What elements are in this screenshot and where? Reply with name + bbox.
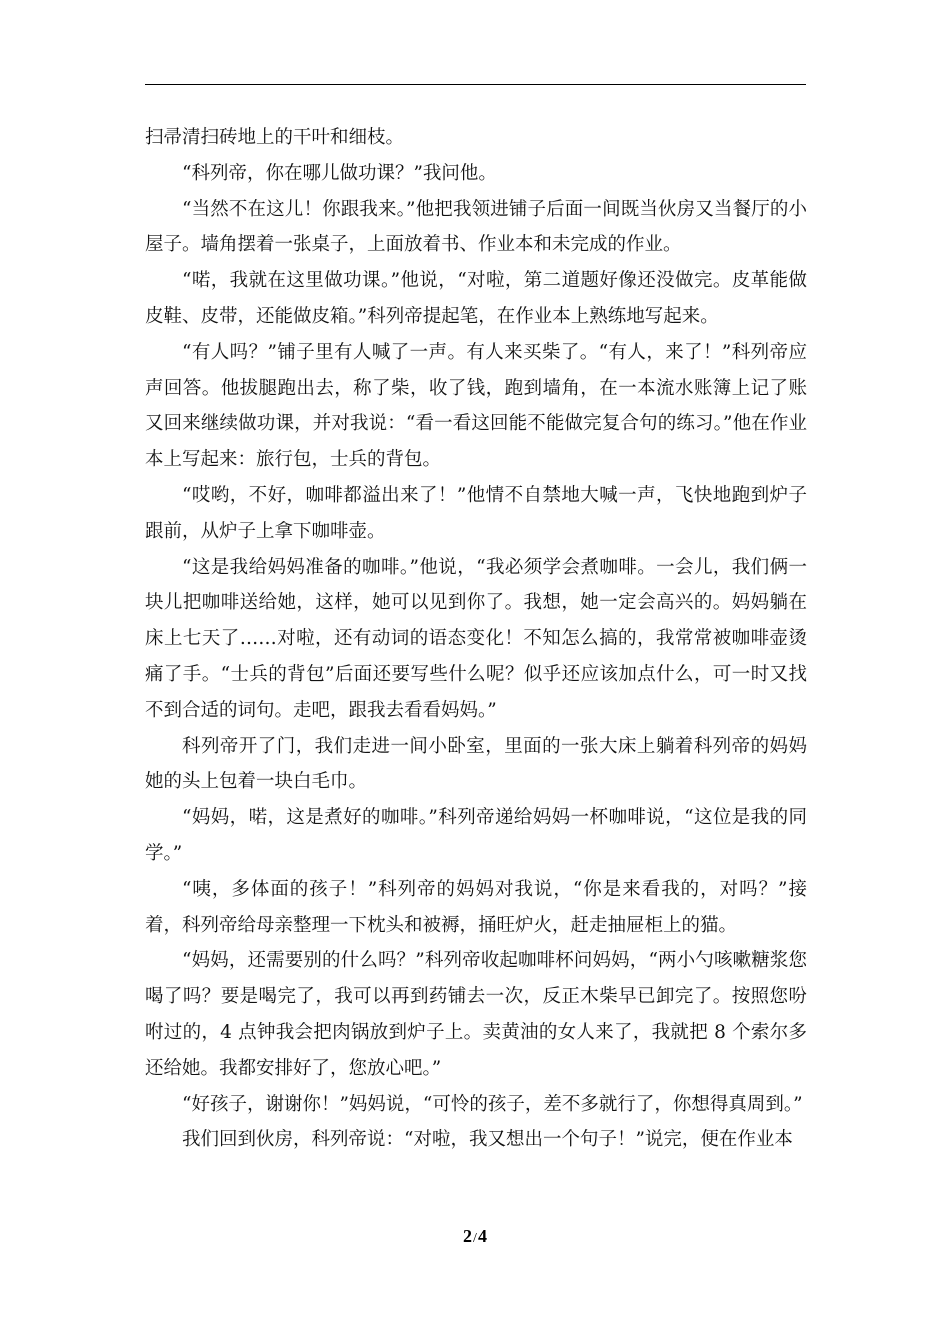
paragraph: 科列帝开了门，我们走进一间小卧室，里面的一张大床上躺着科列帝的妈妈她的头上包着一块白毛巾。: [145, 735, 807, 793]
paragraph: “这是我给妈妈准备的咖啡。”他说，“我必须学会煮咖啡。一会儿，我们俩一块儿把咖啡送给她，这样，她可以见到你了。我想，她一定会高兴的。妈妈躺在床上七天了……对啦，还有动词的语态变化！不知怎么搞的，我常常被咖啡壶烫痛了手。“士兵的背包”后面还要写些什么呢？似乎还应该加点什么，可一时又找不到合适的词句。走吧，跟我去看看妈妈。”: [145, 556, 807, 721]
total-pages: 4: [477, 1226, 487, 1246]
paragraph: “有人吗？”铺子里有人喊了一声。有人来买柴了。“有人，来了！”科列帝应声回答。他拔腿跑出去，称了柴，收了钱，跑到墙角，在一本流水账簿上记了账又回来继续做功课，并对我说：“看一看这回能不能做完复合句的练习。”他在作业本上写起来：旅行包，士兵的背包。: [145, 341, 807, 471]
page-number: [0, 1226, 950, 1247]
current-page: 2: [463, 1226, 473, 1246]
paragraph: “好孩子，谢谢你！”妈妈说，“可怜的孩子，差不多就行了，你想得真周到。”: [182, 1093, 803, 1115]
paragraph: “当然不在这儿！你跟我来。”他把我领进铺子后面一间既当伙房又当餐厅的小屋子。墙角摆着一张桌子，上面放着书、作业本和未完成的作业。: [145, 198, 807, 256]
paragraph: “哎哟，不好，咖啡都溢出来了！”他情不自禁地大喊一声，飞快地跑到炉子跟前，从炉子上拿下咖啡壶。: [145, 484, 807, 542]
header-rule: [145, 84, 806, 85]
paragraph: “咦，多体面的孩子！”科列帝的妈妈对我说，“你是来看我的，对吗？”接着，科列帝给母亲整理一下枕头和被褥，捅旺炉火，赶走抽屉柜上的猫。: [145, 878, 807, 936]
paragraph: 扫帚清扫砖地上的干叶和细枝。: [145, 127, 405, 148]
paragraph: 我们回到伙房，科列帝说：“对啦，我又想出一个句子！”说完，便在作业本: [182, 1129, 793, 1151]
page-body: [145, 120, 807, 1158]
page-separator: /: [473, 1231, 477, 1246]
paragraph: “妈妈，还需要别的什么吗？”科列帝收起咖啡杯问妈妈，“两小勺咳嗽糖浆您喝了吗？要是喝完了，我可以再到药铺去一次，反正木柴早已卸完了。按照您吩咐过的，4 点钟我会把肉锅放到炉子上。卖黄油的女人来了，我就把 8 个索尔多还给她。我都安排好了，您放心吧。”: [145, 950, 807, 1079]
paragraph: “科列帝，你在哪儿做功课？”我问他。: [182, 162, 497, 184]
paragraph: “喏，我就在这里做功课。”他说，“对啦，第二道题好像还没做完。皮革能做皮鞋、皮带，还能做皮箱。”科列帝提起笔，在作业本上熟练地写起来。: [145, 270, 807, 327]
paragraph: “妈妈，喏，这是煮好的咖啡。”科列帝递给妈妈一杯咖啡说，“这位是我的同学。”: [145, 807, 807, 864]
